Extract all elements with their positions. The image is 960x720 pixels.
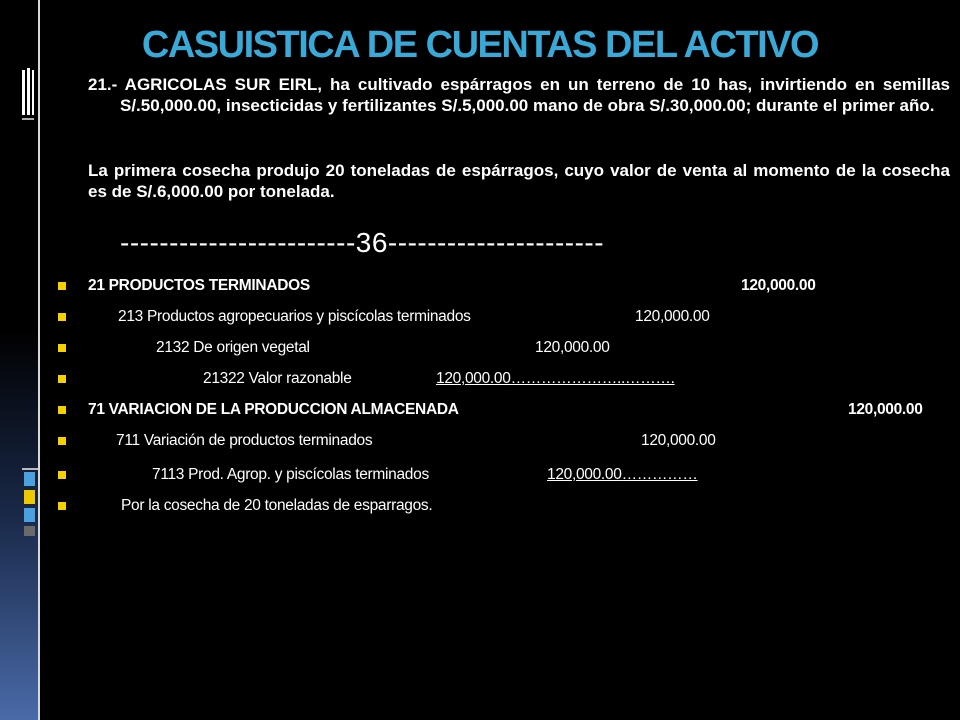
- sub-amount: 120,000.00: [641, 432, 716, 449]
- sub-amount-dotted: 120,000.00…………………..……….: [436, 370, 675, 387]
- slide-title: CASUISTICA DE CUENTAS DEL ACTIVO: [141, 24, 819, 66]
- journal-line: [58, 431, 938, 451]
- bullet-icon: [58, 437, 66, 445]
- journal-line: [58, 276, 938, 296]
- account-label: 7113 Prod. Agrop. y piscícolas terminados: [152, 466, 429, 483]
- journal-line: [58, 496, 938, 516]
- journal-line: [58, 307, 938, 327]
- journal-line: [58, 338, 938, 358]
- bullet-icon: [58, 406, 66, 414]
- bullet-icon: [58, 502, 66, 510]
- bullet-icon: [58, 313, 66, 321]
- journal-line: [58, 369, 938, 389]
- sub-amount: 120,000.00: [635, 308, 710, 325]
- entry-separator: ------------------------36----------------------: [120, 227, 605, 258]
- sub-amount: 120,000.00: [535, 339, 610, 356]
- credit-amount: 120,000.00: [848, 401, 923, 418]
- debit-amount: 120,000.00: [741, 277, 816, 294]
- left-edge-line: [38, 0, 40, 720]
- account-label: 711 Variación de productos terminados: [116, 432, 373, 449]
- account-label: 21 PRODUCTOS TERMINADOS: [88, 277, 310, 294]
- account-label: 21322 Valor razonable: [203, 370, 352, 387]
- entry-gloss: Por la cosecha de 20 toneladas de esparragos.: [121, 497, 433, 514]
- account-label: 2132 De origen vegetal: [156, 339, 310, 356]
- bullet-icon: [58, 282, 66, 290]
- problem-harvest-statement: La primera cosecha produjo 20 toneladas de espárragos, cuyo valor de venta al momento de la cosecha es de S/.6,000.00 por tonelada.: [88, 161, 950, 201]
- account-label: 71 VARIACION DE LA PRODUCCION ALMACENADA: [88, 401, 459, 418]
- journal-line: [58, 400, 948, 420]
- bullet-icon: [58, 344, 66, 352]
- problem-statement: 21.- AGRICOLAS SUR EIRL, ha cultivado espárragos en un terreno de 10 has, invirtiendo en semillas S/.50,000.00, insecticidas y fertilizantes S/.5,000.00 mano de obra S/.30,000.00; durante el primer año.: [88, 75, 950, 115]
- sub-amount-dotted: 120,000.00……………: [547, 466, 698, 483]
- account-label: 213 Productos agropecuarios y piscícolas terminados: [118, 308, 471, 325]
- bullet-icon: [58, 375, 66, 383]
- journal-line: [58, 465, 938, 485]
- bullet-icon: [58, 471, 66, 479]
